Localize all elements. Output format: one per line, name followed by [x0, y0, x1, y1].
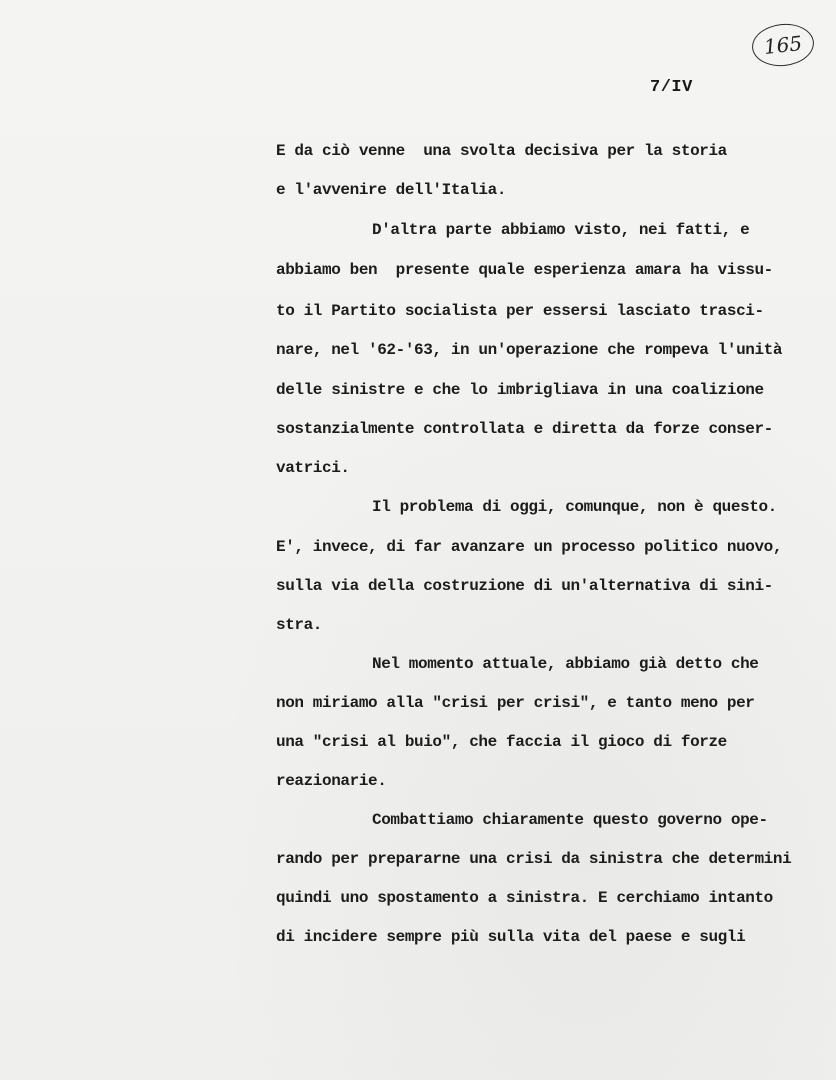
- text-line: E', invece, di far avanzare un processo politico nuovo,: [276, 538, 783, 556]
- page-number: 7/IV: [650, 78, 693, 97]
- text-line: una "crisi al buio", che faccia il gioco di forze: [276, 733, 727, 751]
- text-line: di incidere sempre più sulla vita del paese e sugli: [276, 928, 746, 946]
- text-line: sostanzialmente controllata e diretta da forze conser-: [276, 420, 773, 438]
- text-line: abbiamo ben presente quale esperienza amara ha vissu-: [276, 261, 773, 279]
- page-stamp: [750, 21, 816, 69]
- text-line: stra.: [276, 616, 323, 634]
- stamp-number: 165: [762, 31, 804, 59]
- text-line: to il Partito socialista per essersi lasciato trasci-: [276, 302, 764, 320]
- text-line: rando per prepararne una crisi da sinistra che determini: [276, 850, 792, 868]
- text-line: D'altra parte abbiamo visto, nei fatti, e: [372, 221, 750, 239]
- text-line: delle sinistre e che lo imbrigliava in una coalizione: [276, 381, 764, 399]
- text-line: nare, nel '62-'63, in un'operazione che rompeva l'unità: [276, 341, 783, 359]
- text-line: quindi uno spostamento a sinistra. E cerchiamo intanto: [276, 889, 773, 907]
- text-line: reazionarie.: [276, 772, 387, 790]
- text-line: vatrici.: [276, 459, 350, 477]
- text-line: Nel momento attuale, abbiamo già detto che: [372, 655, 759, 673]
- text-line: Combattiamo chiaramente questo governo ope-: [372, 811, 768, 829]
- text-line: non miriamo alla "crisi per crisi", e tanto meno per: [276, 694, 755, 712]
- text-line: sulla via della costruzione di un'alternativa di sini-: [276, 577, 773, 595]
- text-line: e l'avvenire dell'Italia.: [276, 181, 507, 199]
- text-line: Il problema di oggi, comunque, non è questo.: [372, 498, 777, 516]
- text-line: E da ciò venne una svolta decisiva per la storia: [276, 142, 727, 160]
